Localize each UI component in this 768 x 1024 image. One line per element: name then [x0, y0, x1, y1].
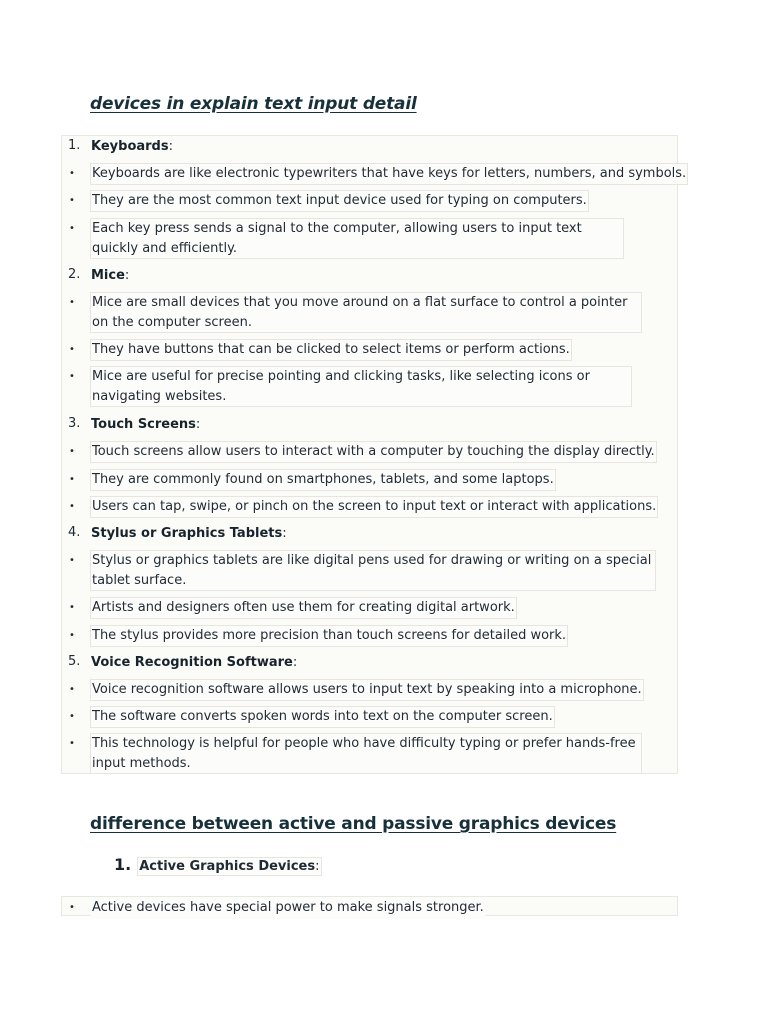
- list-item-text: Stylus or graphics tablets are like digital pens used for drawing or writing on a special tablet surface.: [90, 550, 656, 591]
- item-title: Keyboards: [91, 139, 169, 154]
- bullet-icon: •: [69, 297, 75, 308]
- bullet-icon: •: [69, 711, 75, 722]
- section-heading-text-input-devices: devices in explain text input detail: [90, 94, 417, 114]
- bullet-icon: •: [69, 738, 75, 749]
- bullet-icon: •: [69, 602, 75, 613]
- bullet-icon: •: [69, 555, 75, 566]
- list-item-text: Mice are useful for precise pointing and clicking tasks, like selecting icons or navigating websites.: [90, 366, 632, 407]
- list-item-text: Voice recognition software allows users to input text by speaking into a microphone.: [90, 679, 644, 701]
- active-devices-list: [61, 896, 678, 916]
- list-item-text: Touch screens allow users to interact with a computer by touching the display directly.: [90, 441, 657, 463]
- list-item-text: They have buttons that can be clicked to select items or perform actions.: [90, 339, 572, 361]
- list-item-text: The software converts spoken words into text on the computer screen.: [90, 706, 555, 728]
- item-title: Voice Recognition Software: [91, 655, 293, 670]
- item-title: Mice: [91, 268, 125, 283]
- bullet-icon: •: [69, 474, 75, 485]
- item-title: Active Graphics Devices: [139, 859, 316, 874]
- list-number: 1.: [68, 138, 81, 153]
- list-item-text: They are commonly found on smartphones, tablets, and some laptops.: [90, 469, 556, 491]
- bullet-icon: •: [69, 630, 75, 641]
- list-item-text: Users can tap, swipe, or pinch on the screen to input text or interact with applications.: [90, 496, 658, 518]
- bullet-icon: •: [69, 902, 75, 913]
- bullet-icon: •: [69, 223, 75, 234]
- list-item-text: Artists and designers often use them for creating digital artwork.: [90, 597, 517, 619]
- bullet-icon: •: [69, 168, 75, 179]
- item-title: Stylus or Graphics Tablets: [91, 526, 283, 541]
- bullet-icon: •: [69, 344, 75, 355]
- list-item-text: This technology is helpful for people who have difficulty typing or prefer hands-free input methods.: [90, 733, 642, 774]
- list-item-text: Mice are small devices that you move around on a flat surface to control a pointer on the computer screen.: [90, 292, 642, 333]
- list-number: 2.: [68, 267, 81, 282]
- bullet-icon: •: [69, 371, 75, 382]
- list-number: 1.: [114, 855, 132, 874]
- bullet-icon: •: [69, 446, 75, 457]
- list-number: 4.: [68, 525, 81, 540]
- list-item-text: Active devices have special power to make signals stronger.: [90, 897, 486, 919]
- text-input-devices-list: 1. Keyboards: • Keyboards are like electronic typewriters that have keys for letters, numbers, and symbols. • They are the most common text input device used for typing on computers. • Each key press sends a signal to the computer, allowing users to input text quickly and efficiently. 2. Mice: • Mice are small devices that you move around on a flat surface to control a pointer on the computer screen. • They have buttons that can be clicked to select items or perform actions. • Mice are useful for precise pointing and clicking tasks, like selecting icons or navigating websites. 3. Touch Screens: • Touch screens allow users to interact with a computer by touching the display directly. • They are commonly found on smartphones, tablets, and some laptops. • Users can tap, swipe, or pinch on the screen to input text or interact with applications. 4. Stylus or Graphics Tablets: • Stylus or graphics tablets are like digital pens used for drawing or writing on a special tablet surface. • Artists and designers often use them for creating digital artwork. • The stylus provides more precision than touch screens for detailed work. 5. Voice Recognition Software: • Voice recognition software allows users to input text by speaking into a microphone. • The software converts spoken words into text on the computer screen. • This technology is helpful for people who have difficulty typing or prefer hands-free input methods.: [61, 135, 678, 774]
- bullet-icon: •: [69, 195, 75, 206]
- bullet-icon: •: [69, 684, 75, 695]
- list-item-text: They are the most common text input device used for typing on computers.: [90, 190, 589, 212]
- list-number: 3.: [68, 416, 81, 431]
- bullet-icon: •: [69, 501, 75, 512]
- list-item-text: Each key press sends a signal to the computer, allowing users to input text quickly and efficiently.: [90, 218, 624, 259]
- list-number: 5.: [68, 654, 81, 669]
- list-item-text: Keyboards are like electronic typewriters that have keys for letters, numbers, and symbols.: [90, 163, 688, 185]
- section-heading-graphics-devices: difference between active and passive graphics devices: [90, 814, 617, 834]
- numbered-subheading: 1. Active Graphics Devices:: [114, 855, 320, 874]
- list-item-text: The stylus provides more precision than touch screens for detailed work.: [90, 625, 568, 647]
- item-title: Touch Screens: [91, 417, 196, 432]
